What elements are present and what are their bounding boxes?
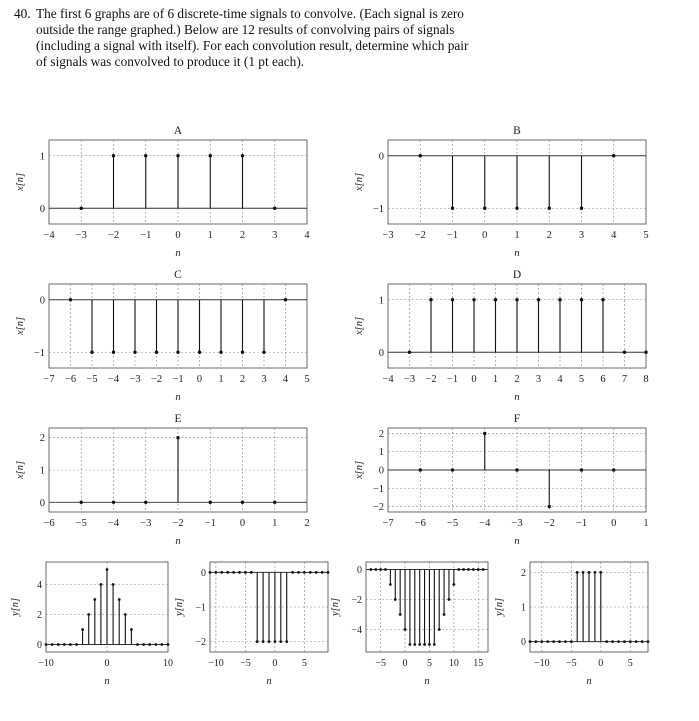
x-tick-label-r2: 0 (272, 658, 278, 669)
x-tick-label-c: 3 (261, 374, 267, 385)
stem-marker-e (80, 501, 83, 504)
y-tick-label-c: −1 (33, 347, 45, 359)
x-tick-label-d: 2 (514, 374, 520, 385)
stem-marker-d (515, 298, 518, 301)
stem-marker-d (537, 298, 540, 301)
stem-marker-r4 (588, 571, 591, 574)
x-tick-label-d: 6 (600, 374, 606, 385)
x-tick-label-a: −2 (107, 230, 120, 241)
stem-marker-r4 (605, 640, 608, 643)
y-tick-label-f: −1 (372, 483, 384, 495)
x-tick-label-a: −1 (140, 230, 152, 241)
y-axis-label-r4: y[n] (494, 597, 505, 617)
stem-marker-r3 (457, 568, 460, 571)
x-tick-label-f: −2 (543, 518, 555, 529)
stem-marker-r3 (438, 628, 441, 631)
y-tick-label-r1: 0 (37, 640, 42, 651)
stem-marker-r2 (315, 571, 318, 574)
x-tick-label-b: 1 (514, 230, 520, 241)
stem-marker-r3 (404, 628, 407, 631)
y-tick-label-r3: −4 (351, 625, 362, 636)
y-axis-label-r1: y[n] (10, 597, 21, 617)
x-tick-label-r3: 15 (473, 658, 484, 669)
stem-marker-r1 (148, 643, 151, 646)
x-axis-label-r4: n (586, 676, 592, 687)
y-axis-label-d: x[n] (354, 316, 365, 336)
x-tick-label-b: 4 (611, 230, 617, 241)
x-axis-label-b: n (514, 248, 520, 259)
stem-marker-r3 (482, 568, 485, 571)
stem-marker-r3 (472, 568, 475, 571)
stem-marker-r1 (142, 643, 145, 646)
x-tick-label-b: 5 (643, 230, 649, 241)
stem-marker-r2 (232, 571, 235, 574)
stem-marker-r3 (448, 598, 451, 601)
y-tick-label-r3: 0 (357, 565, 362, 576)
y-tick-label-r3: −2 (351, 595, 362, 606)
stem-marker-r2 (274, 640, 277, 643)
stem-marker-d (451, 298, 454, 301)
y-tick-label-f: −2 (372, 502, 384, 514)
stem-marker-b (580, 207, 583, 210)
x-tick-label-e: −6 (43, 518, 55, 529)
y-axis-label-r2: y[n] (174, 597, 185, 617)
x-tick-label-d: 1 (492, 374, 499, 385)
stem-marker-r2 (220, 571, 223, 574)
stem-marker-r4 (582, 571, 585, 574)
stem-marker-r4 (546, 640, 549, 643)
question-line-2: outside the range graphed.) Below are 12 results of convolving pairs of signals (36, 22, 455, 37)
x-tick-label-b: 2 (546, 230, 552, 241)
question-line-4: of signals was convolved to produce it (1 pt each). (36, 54, 305, 69)
x-tick-label-b: −1 (446, 230, 459, 241)
x-tick-label-r3: −5 (375, 658, 386, 669)
stem-marker-r1 (112, 583, 115, 586)
x-tick-label-a: 0 (175, 230, 181, 241)
stem-marker-r3 (418, 643, 421, 646)
stem-marker-r1 (106, 568, 109, 571)
stem-marker-r1 (87, 613, 90, 616)
stem-marker-r2 (244, 571, 247, 574)
stem-marker-r1 (154, 643, 157, 646)
y-tick-label-a: 0 (39, 203, 45, 215)
stem-marker-c (112, 351, 115, 354)
stem-marker-b (612, 154, 615, 157)
stem-marker-r4 (599, 571, 602, 574)
stem-marker-c (90, 351, 93, 354)
stem-marker-r2 (279, 640, 282, 643)
x-tick-label-f: −6 (414, 518, 426, 529)
stem-marker-c (69, 298, 72, 301)
x-tick-label-e: 1 (272, 518, 278, 529)
stem-marker-r3 (384, 568, 387, 571)
x-tick-label-r3: 10 (448, 658, 459, 669)
x-axis-label-e: n (175, 536, 181, 547)
stem-marker-a (144, 154, 147, 157)
stem-marker-a (112, 154, 115, 157)
stem-marker-r2 (327, 571, 330, 574)
y-tick-label-r2: 0 (201, 567, 206, 579)
x-tick-label-d: 8 (643, 374, 649, 385)
stem-marker-r3 (374, 568, 377, 571)
stem-marker-f (612, 468, 615, 471)
x-axis-label-d: n (514, 392, 520, 403)
x-tick-label-f: 1 (643, 518, 649, 529)
y-tick-label-a: 1 (39, 151, 45, 163)
plot-title-c: C (174, 269, 182, 281)
x-tick-label-f: −4 (479, 518, 491, 529)
stem-marker-c (284, 298, 287, 301)
x-tick-label-d: 5 (578, 374, 585, 385)
stem-marker-r4 (576, 571, 579, 574)
x-tick-label-r4: −5 (565, 658, 577, 669)
stem-marker-f (548, 505, 551, 508)
stem-marker-e (241, 501, 244, 504)
x-tick-label-d: −3 (403, 374, 416, 385)
stem-marker-r3 (369, 568, 372, 571)
stem-marker-r2 (226, 571, 229, 574)
stem-marker-d (644, 351, 647, 354)
x-axis-label-r1: n (104, 676, 110, 687)
x-tick-label-d: −4 (382, 374, 394, 385)
x-tick-label-a: 3 (272, 230, 278, 241)
x-tick-label-r2: 5 (301, 658, 307, 669)
stem-marker-r4 (635, 640, 638, 643)
x-tick-label-a: 1 (207, 230, 213, 241)
y-tick-label-d: 0 (378, 347, 384, 359)
x-tick-label-e: −3 (140, 518, 152, 529)
stem-marker-e (176, 436, 179, 439)
y-axis-label-b: x[n] (354, 172, 365, 192)
x-tick-label-a: −4 (43, 230, 55, 241)
x-tick-label-e: −4 (107, 518, 120, 529)
y-tick-label-r1: 2 (37, 610, 42, 621)
x-tick-label-d: 0 (471, 374, 477, 385)
stem-marker-e (209, 501, 212, 504)
stem-marker-c (133, 351, 136, 354)
stem-marker-d (623, 351, 626, 354)
y-axis-label-r3: y[n] (330, 597, 341, 617)
question-number: 40. (14, 6, 31, 21)
x-tick-label-r4: −10 (533, 658, 550, 669)
x-tick-label-e: −1 (204, 518, 216, 529)
x-tick-label-d: 7 (621, 374, 628, 385)
y-tick-label-r4: 2 (521, 567, 526, 579)
x-tick-label-c: 1 (218, 374, 224, 385)
stem-marker-r3 (443, 613, 446, 616)
plot-title-b: B (513, 125, 521, 137)
stem-marker-r2 (262, 640, 265, 643)
stem-marker-b (483, 207, 486, 210)
stem-marker-r1 (45, 643, 48, 646)
stem-marker-e (112, 501, 115, 504)
stem-marker-r3 (379, 568, 382, 571)
stem-marker-r2 (321, 571, 324, 574)
stem-marker-r4 (623, 640, 626, 643)
x-tick-label-f: 0 (611, 518, 617, 529)
stem-marker-r2 (303, 571, 306, 574)
x-tick-label-c: −4 (107, 374, 120, 385)
stem-marker-c (155, 351, 158, 354)
x-tick-label-b: 3 (578, 230, 585, 241)
stem-marker-r2 (297, 571, 300, 574)
stem-marker-r3 (389, 583, 392, 586)
stem-marker-f (483, 432, 486, 435)
stem-marker-r3 (413, 643, 416, 646)
x-tick-label-r1: 0 (104, 658, 110, 669)
y-tick-label-b: 0 (378, 151, 384, 163)
x-axis-label-f: n (514, 536, 520, 547)
stem-marker-r4 (647, 640, 650, 643)
stem-marker-f (580, 468, 583, 471)
x-tick-label-f: −5 (446, 518, 459, 529)
stem-marker-a (80, 207, 83, 210)
stem-marker-r2 (215, 571, 218, 574)
stem-marker-r4 (558, 640, 561, 643)
x-tick-label-d: 4 (557, 374, 563, 385)
stem-marker-r1 (100, 583, 103, 586)
stem-marker-r1 (136, 643, 139, 646)
stem-marker-b (451, 207, 454, 210)
y-tick-label-f: 1 (378, 447, 384, 459)
stem-marker-r1 (75, 643, 78, 646)
y-axis-label-c: x[n] (15, 316, 26, 336)
stem-marker-r2 (256, 640, 259, 643)
y-tick-label-r2: −2 (195, 637, 206, 649)
x-tick-label-a: 2 (239, 230, 246, 241)
stem-marker-r3 (433, 643, 436, 646)
x-tick-label-c: −2 (150, 374, 163, 385)
plot-title-e: E (174, 413, 182, 425)
y-tick-label-c: 0 (39, 295, 45, 307)
x-tick-label-b: −3 (382, 230, 394, 241)
x-axis-label-c: n (175, 392, 181, 403)
y-axis-label-f: x[n] (354, 460, 365, 480)
y-axis-label-a: x[n] (15, 172, 26, 192)
stem-marker-a (241, 154, 244, 157)
x-axis-label-r2: n (266, 676, 272, 687)
stem-marker-d (601, 298, 604, 301)
x-tick-label-r2: −5 (240, 658, 251, 669)
x-tick-label-e: −5 (75, 518, 87, 529)
stem-marker-r2 (250, 571, 253, 574)
stem-marker-r3 (452, 583, 455, 586)
x-tick-label-c: −1 (172, 374, 184, 385)
stem-marker-r3 (409, 643, 412, 646)
stem-marker-r1 (57, 643, 60, 646)
x-tick-label-e: −2 (172, 518, 184, 529)
plot-title-d: D (512, 269, 522, 281)
x-tick-label-c: −7 (43, 374, 55, 385)
stem-marker-r1 (124, 613, 127, 616)
stem-marker-a (273, 207, 276, 210)
x-tick-label-r4: 0 (598, 658, 604, 669)
stem-marker-d (558, 298, 561, 301)
y-tick-label-b: −1 (372, 203, 384, 215)
y-tick-label-r4: 0 (521, 637, 526, 649)
stem-marker-d (472, 298, 475, 301)
stem-marker-r2 (209, 571, 212, 574)
x-tick-label-c: −6 (64, 374, 77, 385)
stem-marker-r4 (552, 640, 555, 643)
stem-marker-f (515, 468, 518, 471)
x-tick-label-b: 0 (482, 230, 488, 241)
x-tick-label-d: −2 (425, 374, 437, 385)
stem-marker-r4 (540, 640, 543, 643)
question-line-3: (including a signal with itself). For each convolution result, determine which pair (36, 38, 469, 53)
plot-frame-r3 (366, 562, 488, 652)
x-tick-label-d: −1 (446, 374, 459, 385)
stem-marker-a (176, 154, 179, 157)
x-axis-label-r3: n (424, 676, 430, 687)
stem-marker-e (273, 501, 276, 504)
x-tick-label-c: −5 (86, 374, 98, 385)
stem-marker-r4 (564, 640, 567, 643)
plot-title-f: F (513, 413, 521, 425)
x-tick-label-f: −7 (382, 518, 394, 529)
stem-marker-e (144, 501, 147, 504)
x-tick-label-r2: −10 (208, 658, 224, 669)
stem-marker-c (176, 351, 179, 354)
x-tick-label-e: 2 (304, 518, 310, 529)
x-tick-label-c: 2 (239, 374, 246, 385)
y-tick-label-e: 2 (39, 433, 45, 445)
stem-marker-b (515, 207, 518, 210)
stem-marker-r2 (291, 571, 294, 574)
y-tick-label-f: 2 (378, 428, 384, 440)
y-tick-label-e: 1 (39, 465, 45, 477)
x-tick-label-a: −3 (75, 230, 87, 241)
y-tick-label-f: 0 (378, 465, 384, 477)
x-tick-label-r4: 5 (627, 658, 633, 669)
stem-marker-f (451, 468, 454, 471)
y-tick-label-r2: −1 (195, 602, 206, 614)
stem-marker-r2 (285, 640, 288, 643)
y-tick-label-e: 0 (39, 497, 45, 509)
stem-marker-r1 (69, 643, 72, 646)
y-axis-label-e: x[n] (15, 460, 26, 480)
stem-marker-r3 (423, 643, 426, 646)
stem-marker-r4 (535, 640, 538, 643)
stem-marker-r3 (428, 643, 431, 646)
stem-marker-r1 (63, 643, 66, 646)
stem-marker-c (241, 351, 244, 354)
x-tick-label-f: −1 (575, 518, 588, 529)
stem-marker-r1 (167, 643, 170, 646)
x-tick-label-d: 3 (535, 374, 542, 385)
stem-marker-b (548, 207, 551, 210)
y-tick-label-r1: 4 (37, 580, 42, 591)
x-tick-label-e: 0 (239, 518, 246, 529)
stem-marker-d (580, 298, 583, 301)
x-tick-label-r1: 10 (163, 658, 173, 669)
x-tick-label-c: 0 (196, 374, 203, 385)
stem-marker-r1 (161, 643, 164, 646)
stem-marker-b (419, 154, 422, 157)
stem-marker-r3 (477, 568, 480, 571)
stem-marker-f (419, 468, 422, 471)
x-tick-label-b: −2 (414, 230, 426, 241)
stem-marker-r1 (130, 628, 133, 631)
question-line-1: 40. The first 6 graphs are of 6 discrete-time signals to convolve. (Each signal is zero (14, 6, 464, 21)
stem-marker-r4 (617, 640, 620, 643)
stem-marker-d (429, 298, 432, 301)
x-tick-label-r3: 0 (402, 658, 408, 669)
stem-marker-d (408, 351, 411, 354)
stem-marker-r1 (118, 598, 121, 601)
x-tick-label-r3: 5 (426, 658, 432, 669)
stem-marker-r3 (394, 598, 397, 601)
x-tick-label-r1: −10 (38, 658, 54, 669)
stem-marker-c (198, 351, 201, 354)
stem-marker-r1 (93, 598, 96, 601)
stem-marker-c (262, 351, 265, 354)
plot-title-a: A (173, 125, 183, 137)
x-tick-label-a: 4 (304, 230, 310, 241)
stem-marker-r4 (594, 571, 597, 574)
stem-marker-r4 (641, 640, 644, 643)
stem-marker-r4 (570, 640, 573, 643)
x-tick-label-f: −3 (511, 518, 523, 529)
stem-marker-r3 (462, 568, 465, 571)
stem-marker-r3 (399, 613, 402, 616)
stem-marker-d (494, 298, 497, 301)
x-tick-label-c: 4 (282, 374, 289, 385)
y-tick-label-d: 1 (378, 295, 384, 307)
x-axis-label-a: n (175, 248, 181, 259)
stem-marker-a (209, 154, 212, 157)
stem-marker-r2 (268, 640, 271, 643)
stem-marker-r2 (238, 571, 241, 574)
y-tick-label-r4: 1 (521, 602, 526, 614)
stem-marker-r3 (467, 568, 470, 571)
stem-marker-r2 (309, 571, 312, 574)
x-tick-label-c: 5 (304, 374, 310, 385)
stem-marker-r4 (629, 640, 632, 643)
stem-marker-r1 (81, 628, 84, 631)
x-tick-label-c: −3 (129, 374, 141, 385)
stem-marker-r4 (529, 640, 532, 643)
stem-marker-r4 (611, 640, 614, 643)
stem-marker-r1 (51, 643, 54, 646)
stem-marker-c (219, 351, 222, 354)
